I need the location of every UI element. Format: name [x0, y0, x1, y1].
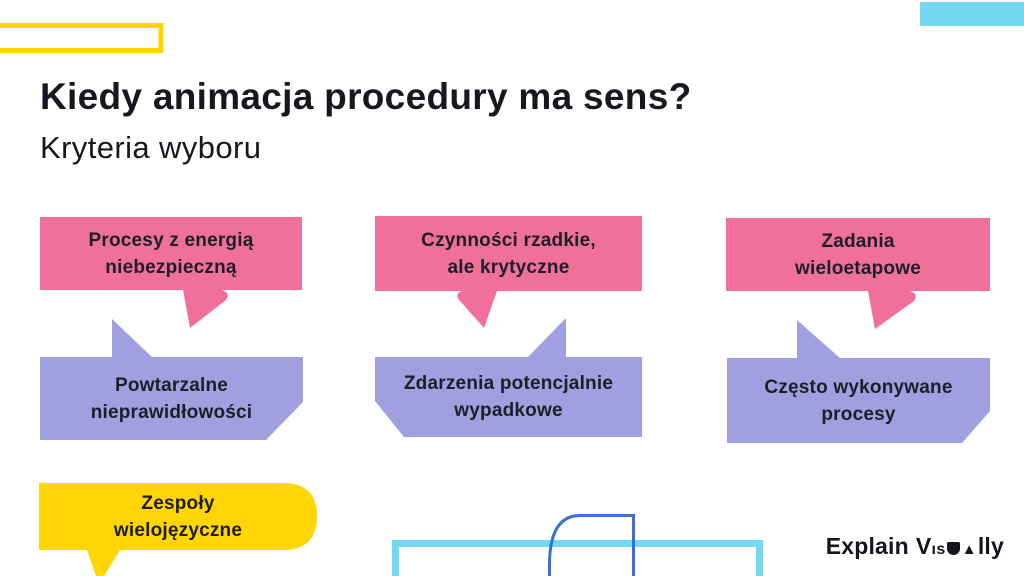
- pink-bubble-2-line2: ale krytyczne: [447, 256, 570, 278]
- logo-letters-lly: lly: [977, 533, 1004, 559]
- pink-bubble-1-line2: niebezpieczną: [105, 256, 237, 278]
- purple-bubble-2-line2: wypadkowe: [454, 400, 563, 421]
- pink-bubble-1: [40, 217, 302, 290]
- purple-bubble-1-line2: nieprawidłowości: [90, 401, 253, 423]
- purple-bubble-3: [727, 358, 990, 443]
- pink-bubble-3-line2: wieloetapowe: [795, 257, 921, 279]
- light-blue-frame-decoration: [396, 544, 760, 576]
- page-subtitle: Kryteria wyboru: [40, 130, 262, 165]
- logo-letter-v: V: [915, 533, 932, 559]
- pink-bubble-2-line1: Czynności rzadkie,: [421, 229, 596, 251]
- pink-bubble-2: [375, 216, 642, 291]
- pink-bubble-3: [726, 218, 990, 291]
- yellow-frame-decoration: [0, 26, 161, 51]
- purple-bubble-1-line1: Powtarzalne: [114, 374, 229, 396]
- logo-triangle-icon: ▲: [961, 541, 977, 558]
- yellow-bubble: [39, 483, 317, 550]
- pink-bubble-3-line1: Zadania: [821, 230, 895, 252]
- purple-bubble-2: [375, 357, 642, 437]
- page-title: Kiedy animacja procedury ma sens?: [40, 76, 692, 117]
- logo-letters-is: ıs: [931, 541, 946, 558]
- purple-bubble-2-line1: Zdarzenia potencjalnie: [403, 373, 614, 394]
- yellow-bubble-line2: wielojęzyczne: [113, 519, 243, 541]
- logo-word-explain: Explain: [825, 533, 909, 559]
- logo-shield-icon: [947, 542, 960, 555]
- purple-bubble-3-line2: procesy: [821, 403, 896, 425]
- yellow-bubble-line1: Zespoły: [141, 492, 215, 514]
- pink-bubble-1-line1: Procesy z energią: [88, 229, 254, 251]
- explain-visually-logo: [826, 533, 1004, 560]
- blue-bar-decoration: [920, 2, 1024, 26]
- purple-bubble-3-line1: Często wykonywane: [764, 376, 953, 398]
- purple-bubble-1: [40, 357, 303, 440]
